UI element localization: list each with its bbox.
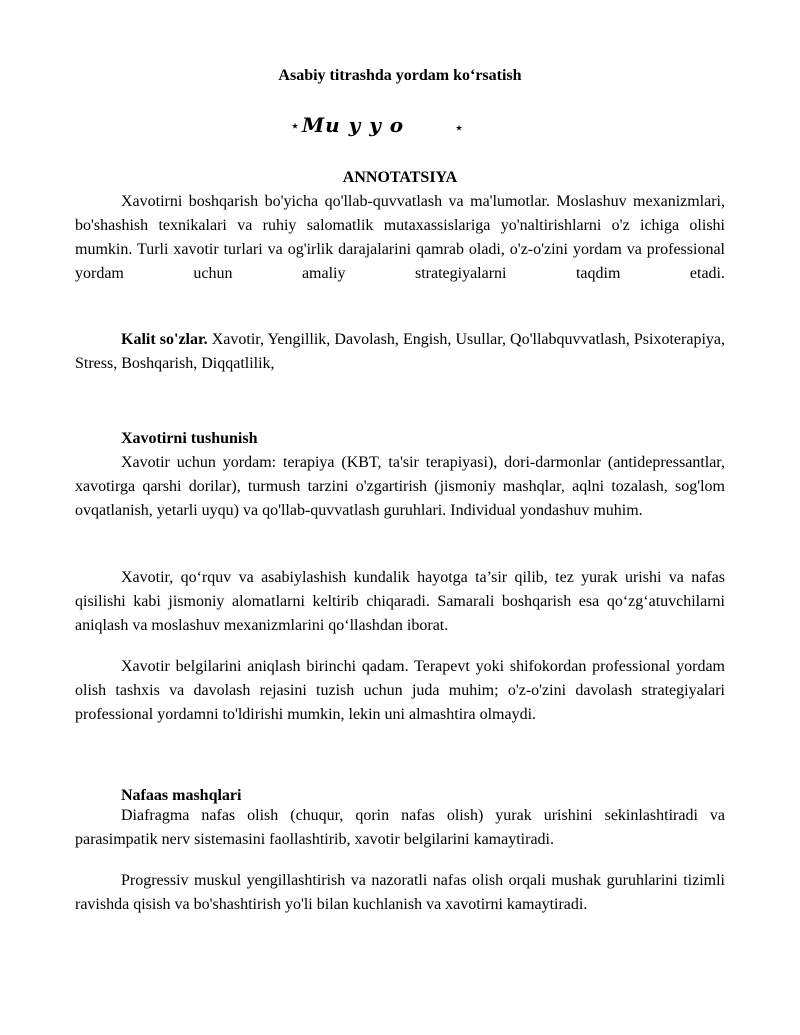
star-icon: ⋆ — [290, 118, 301, 135]
keywords-text: Xavotir, Yengillik, Davolash, Engish, Usullar, Qo'llabquvvatlash, Psixoterapiya, Stress, Boshqarish, Diqqatlilik, — [75, 331, 726, 372]
annotation-paragraph: Xavotirni boshqarish bo'yicha qo'llab-quvvatlash va ma'lumotlar. Moslashuv mexanizmlari, bo'shashish texnikalari va ruhiy salomatlik mutaxassislariga yo'naltirishlarni o'z ichiga olishi mumkin. Turli xavotir turlari va og'irlik darajalarini qamrab oladi, o'z-o'zini yordam va professional yordam uchun amaliy strategiyalarni taqdim etadi. — [75, 193, 725, 282]
document-title: Asabiy titrashda yordam ko‘rsatish — [278, 67, 522, 84]
keywords-paragraph — [75, 328, 725, 376]
annotation-heading: ANNOTATSIYA — [342, 169, 458, 186]
section-heading-breathing: Nafaas mashqlari — [121, 787, 242, 804]
star-icon: ⋆ — [454, 120, 465, 137]
section1-paragraph-3: Xavotir belgilarini aniqlash birinchi qadam. Terapevt yoki shifokordan professional yordam olish tashxis va davolash rejasini tuzish uchun juda muhim; o'z-o'zini davolash strategiyalari professional yordamni to'ldirishi mumkin, lekin uni almashtira olmaydi. — [75, 658, 725, 723]
section2-paragraph-2: Progressiv muskul yengillashtirish va nazoratli nafas olish orqali mushak guruhlarini tizimli ravishda qisish va bo'shashtirish yo'li bilan kuchlanish va xavotirni kamaytiradi. — [75, 872, 725, 913]
section1-paragraph-2: Xavotir, qo‘rquv va asabiylashish kundalik hayotga ta’sir qilib, tez yurak urishi va nafas qisilishi kabi jismoniy alomatlarni keltirib chiqaradi. Samarali boshqarish esa qo‘zg‘atuvchilarni aniqlash va moslashuv mexanizmlarini qo‘llashdan iborat. — [75, 569, 725, 634]
author-line — [290, 113, 490, 141]
section-heading-understanding: Xavotirni tushunish — [121, 430, 258, 447]
keywords-label: Kalit so'zlar. — [121, 331, 208, 348]
author-name: Mu y y o — [302, 113, 405, 137]
section2-paragraph-1: Diafragma nafas olish (chuqur, qorin nafas olish) yurak urishini sekinlashtiradi va parasimpatik nerv sistemasini faollashtirib, xavotir belgilarini kamaytiradi. — [75, 807, 725, 848]
section1-paragraph-1: Xavotir uchun yordam: terapiya (KBT, ta'sir terapiyasi), dori-darmonlar (antidepressantlar, xavotirga qarshi dorilar), turmush tarzini o'zgartirish (jismoniy mashqlar, aqlni tozalash, sog'lom ovqatlanish, yetarli uyqu) va qo'llab-quvvatlash guruhlari. Individual yondashuv muhim. — [75, 454, 725, 519]
